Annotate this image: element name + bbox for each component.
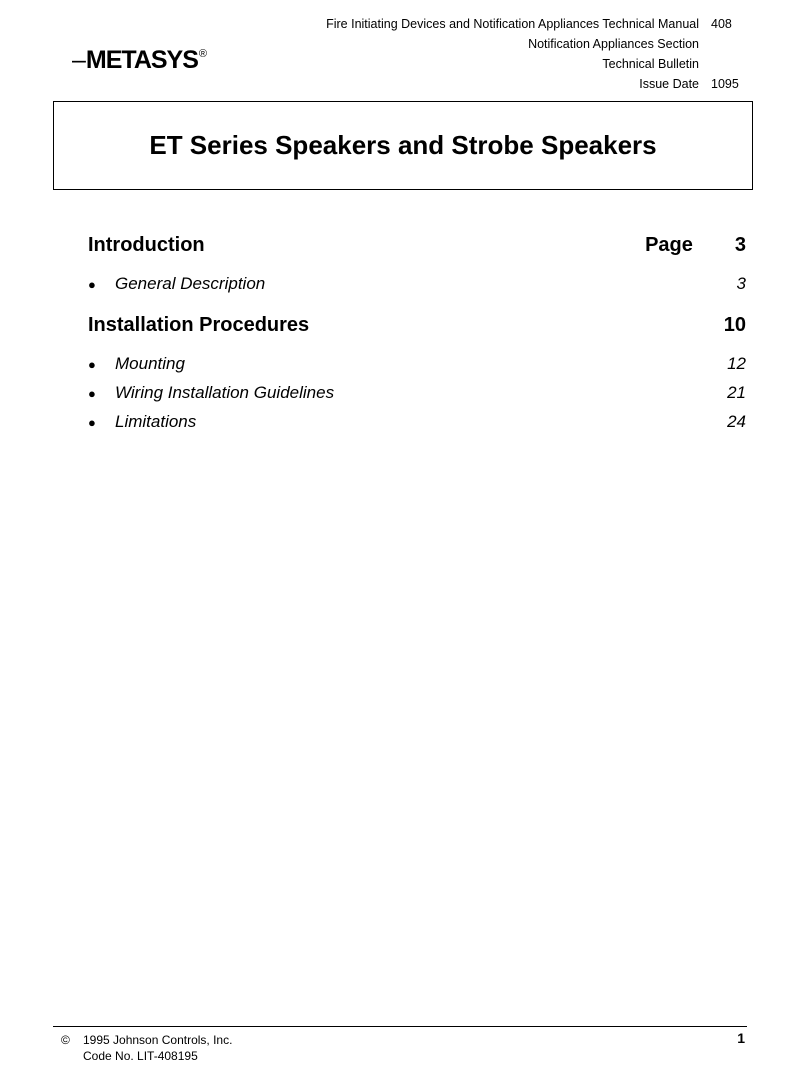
- header-issue-date-label: Issue Date: [639, 77, 699, 91]
- toc-section-installation-procedures: [88, 314, 746, 344]
- toc-item-page: 3: [736, 274, 746, 293]
- footer-copyright: 1995 Johnson Controls, Inc.: [83, 1033, 233, 1047]
- header-row-manual: [326, 14, 741, 34]
- toc-item-label: Wiring Installation Guidelines: [115, 383, 335, 402]
- page-number: 1: [737, 1030, 745, 1046]
- logo-dash: –: [72, 46, 85, 74]
- toc-section-right: [645, 234, 746, 257]
- toc-item-label: Mounting: [115, 354, 185, 373]
- header-bulletin-value: [699, 54, 741, 74]
- header-manual-label: Fire Initiating Devices and Notification Appliances Technical Manual: [326, 17, 699, 31]
- toc-item-left: [88, 383, 334, 403]
- toc-section-page: 3: [734, 234, 746, 256]
- page-title: ET Series Speakers and Strobe Speakers: [149, 130, 657, 160]
- toc-item-mounting: [88, 354, 746, 383]
- metasys-logo: [72, 48, 206, 73]
- footer-divider: [53, 1026, 747, 1027]
- footer-copyright-block: [61, 1032, 232, 1064]
- toc-item-page: 12: [727, 354, 746, 373]
- header-section-value: [699, 34, 741, 54]
- footer-copyright-line: [61, 1032, 232, 1048]
- footer-code: Code No. LIT-408195: [83, 1049, 198, 1063]
- table-of-contents: [88, 234, 746, 441]
- toc-item-label: General Description: [115, 274, 266, 293]
- header-row-bulletin: [326, 54, 741, 74]
- toc-item-limitations: [88, 412, 746, 441]
- bullet-icon: ●: [88, 386, 96, 401]
- toc-section-title: Installation Procedures: [88, 314, 310, 336]
- bullet-icon: ●: [88, 277, 96, 292]
- header-row-issue-date: [326, 74, 741, 94]
- header-row-section: [326, 34, 741, 54]
- logo-text: METASYS: [85, 46, 198, 74]
- header-manual-number: 408: [711, 17, 732, 31]
- toc-section-page: 10: [723, 314, 746, 336]
- title-box: [53, 101, 753, 190]
- toc-item-left: [88, 412, 196, 432]
- toc-item-page: 24: [727, 412, 746, 431]
- registered-mark: ®: [198, 48, 207, 60]
- toc-item-left: [88, 354, 185, 374]
- header-issue-date-value: 1095: [711, 77, 739, 91]
- toc-item-left: [88, 274, 265, 294]
- toc-section-title: Introduction: [88, 234, 205, 256]
- header-bulletin-label: Technical Bulletin: [602, 57, 699, 71]
- toc-item-label: Limitations: [115, 412, 197, 431]
- copyright-icon: ©: [61, 1033, 70, 1047]
- bullet-icon: ●: [88, 415, 96, 430]
- document-header-info: [326, 14, 741, 94]
- toc-item-page: 21: [727, 383, 746, 402]
- toc-section-introduction: [88, 234, 746, 264]
- toc-item-general-description: [88, 274, 746, 303]
- bullet-icon: ●: [88, 357, 96, 372]
- toc-page-heading: Page: [645, 234, 693, 256]
- toc-item-wiring-installation-guidelines: [88, 383, 746, 412]
- header-section-label: Notification Appliances Section: [528, 37, 699, 51]
